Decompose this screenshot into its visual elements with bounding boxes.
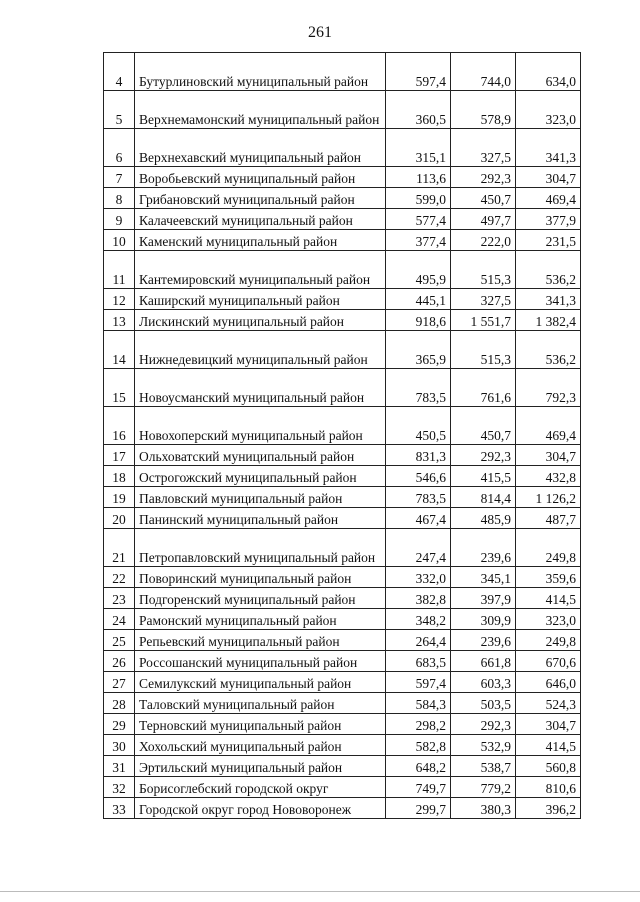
value-col-1: 599,0 <box>386 188 451 209</box>
value-col-1: 582,8 <box>386 735 451 756</box>
value-col-3: 341,3 <box>516 289 581 310</box>
value-col-2: 761,6 <box>451 369 516 407</box>
value-col-1: 382,8 <box>386 588 451 609</box>
row-number: 28 <box>104 693 135 714</box>
row-number: 21 <box>104 529 135 567</box>
page-number: 261 <box>308 24 332 41</box>
value-col-2: 397,9 <box>451 588 516 609</box>
value-col-3: 414,5 <box>516 588 581 609</box>
district-name: Панинский муниципальный район <box>135 508 386 529</box>
value-col-3: 560,8 <box>516 756 581 777</box>
district-name: Калачеевский муниципальный район <box>135 209 386 230</box>
row-number: 20 <box>104 508 135 529</box>
value-col-1: 648,2 <box>386 756 451 777</box>
value-col-1: 298,2 <box>386 714 451 735</box>
district-name: Эртильский муниципальный район <box>135 756 386 777</box>
district-name: Таловский муниципальный район <box>135 693 386 714</box>
value-col-1: 584,3 <box>386 693 451 714</box>
row-number: 6 <box>104 129 135 167</box>
table-row <box>104 445 581 466</box>
value-col-2: 497,7 <box>451 209 516 230</box>
value-col-1: 247,4 <box>386 529 451 567</box>
row-number: 11 <box>104 251 135 289</box>
value-col-1: 783,5 <box>386 487 451 508</box>
data-table <box>103 52 581 819</box>
value-col-2: 292,3 <box>451 445 516 466</box>
value-col-2: 515,3 <box>451 251 516 289</box>
table-row <box>104 777 581 798</box>
value-col-1: 348,2 <box>386 609 451 630</box>
value-col-2: 327,5 <box>451 129 516 167</box>
table-row <box>104 53 581 91</box>
district-name: Подгоренский муниципальный район <box>135 588 386 609</box>
value-col-3: 414,5 <box>516 735 581 756</box>
value-col-3: 536,2 <box>516 331 581 369</box>
value-col-1: 577,4 <box>386 209 451 230</box>
row-number: 25 <box>104 630 135 651</box>
value-col-3: 323,0 <box>516 91 581 129</box>
value-col-2: 578,9 <box>451 91 516 129</box>
value-col-2: 661,8 <box>451 651 516 672</box>
value-col-1: 831,3 <box>386 445 451 466</box>
value-col-3: 1 126,2 <box>516 487 581 508</box>
value-col-3: 323,0 <box>516 609 581 630</box>
district-name: Грибановский муниципальный район <box>135 188 386 209</box>
value-col-2: 503,5 <box>451 693 516 714</box>
value-col-2: 450,7 <box>451 188 516 209</box>
table-row <box>104 289 581 310</box>
district-name: Борисоглебский городской округ <box>135 777 386 798</box>
table-row <box>104 756 581 777</box>
district-name: Новохоперский муниципальный район <box>135 407 386 445</box>
value-col-1: 546,6 <box>386 466 451 487</box>
row-number: 22 <box>104 567 135 588</box>
value-col-3: 359,6 <box>516 567 581 588</box>
value-col-3: 810,6 <box>516 777 581 798</box>
row-number: 29 <box>104 714 135 735</box>
value-col-1: 315,1 <box>386 129 451 167</box>
value-col-2: 415,5 <box>451 466 516 487</box>
value-col-2: 1 551,7 <box>451 310 516 331</box>
value-col-3: 432,8 <box>516 466 581 487</box>
value-col-1: 683,5 <box>386 651 451 672</box>
row-number: 18 <box>104 466 135 487</box>
value-col-3: 634,0 <box>516 53 581 91</box>
value-col-3: 249,8 <box>516 630 581 651</box>
row-number: 27 <box>104 672 135 693</box>
table-row <box>104 588 581 609</box>
table-row <box>104 714 581 735</box>
value-col-3: 524,3 <box>516 693 581 714</box>
table-row <box>104 466 581 487</box>
value-col-2: 239,6 <box>451 630 516 651</box>
table-row <box>104 369 581 407</box>
district-name: Лискинский муниципальный район <box>135 310 386 331</box>
district-name: Павловский муниципальный район <box>135 487 386 508</box>
value-col-1: 749,7 <box>386 777 451 798</box>
row-number: 32 <box>104 777 135 798</box>
table-body <box>104 53 581 819</box>
row-number: 14 <box>104 331 135 369</box>
district-name: Новоусманский муниципальный район <box>135 369 386 407</box>
row-number: 31 <box>104 756 135 777</box>
value-col-2: 380,3 <box>451 798 516 819</box>
district-name: Верхнехавский муниципальный район <box>135 129 386 167</box>
district-name: Россошанский муниципальный район <box>135 651 386 672</box>
value-col-2: 538,7 <box>451 756 516 777</box>
value-col-3: 670,6 <box>516 651 581 672</box>
district-name: Ольховатский муниципальный район <box>135 445 386 466</box>
row-number: 10 <box>104 230 135 251</box>
value-col-2: 345,1 <box>451 567 516 588</box>
value-col-1: 299,7 <box>386 798 451 819</box>
row-number: 9 <box>104 209 135 230</box>
district-name: Городской округ город Нововоронеж <box>135 798 386 819</box>
value-col-3: 231,5 <box>516 230 581 251</box>
value-col-2: 779,2 <box>451 777 516 798</box>
table-row <box>104 798 581 819</box>
row-number: 26 <box>104 651 135 672</box>
value-col-1: 918,6 <box>386 310 451 331</box>
value-col-2: 450,7 <box>451 407 516 445</box>
district-name: Репьевский муниципальный район <box>135 630 386 651</box>
table-row <box>104 651 581 672</box>
value-col-1: 597,4 <box>386 672 451 693</box>
value-col-2: 744,0 <box>451 53 516 91</box>
value-col-3: 304,7 <box>516 714 581 735</box>
table-row <box>104 487 581 508</box>
table-row <box>104 630 581 651</box>
value-col-1: 467,4 <box>386 508 451 529</box>
district-name: Поворинский муниципальный район <box>135 567 386 588</box>
district-name: Каширский муниципальный район <box>135 289 386 310</box>
table-row <box>104 567 581 588</box>
table-row <box>104 693 581 714</box>
value-col-1: 360,5 <box>386 91 451 129</box>
value-col-1: 597,4 <box>386 53 451 91</box>
value-col-1: 377,4 <box>386 230 451 251</box>
row-number: 12 <box>104 289 135 310</box>
row-number: 17 <box>104 445 135 466</box>
district-name: Верхнемамонский муниципальный район <box>135 91 386 129</box>
row-number: 7 <box>104 167 135 188</box>
district-name: Рамонский муниципальный район <box>135 609 386 630</box>
value-col-3: 396,2 <box>516 798 581 819</box>
value-col-2: 309,9 <box>451 609 516 630</box>
table-row <box>104 188 581 209</box>
page-bottom-rule <box>0 891 640 892</box>
value-col-1: 450,5 <box>386 407 451 445</box>
table-row <box>104 508 581 529</box>
district-name: Семилукский муниципальный район <box>135 672 386 693</box>
district-name: Кантемировский муниципальный район <box>135 251 386 289</box>
table-row <box>104 230 581 251</box>
table-row <box>104 529 581 567</box>
value-col-3: 1 382,4 <box>516 310 581 331</box>
value-col-2: 603,3 <box>451 672 516 693</box>
value-col-2: 327,5 <box>451 289 516 310</box>
table-row <box>104 91 581 129</box>
value-col-1: 783,5 <box>386 369 451 407</box>
table-row <box>104 129 581 167</box>
district-name: Петропавловский муниципальный район <box>135 529 386 567</box>
district-name: Нижнедевицкий муниципальный район <box>135 331 386 369</box>
table-row <box>104 167 581 188</box>
table-row <box>104 251 581 289</box>
table-row <box>104 407 581 445</box>
row-number: 19 <box>104 487 135 508</box>
table-row <box>104 331 581 369</box>
table-row <box>104 209 581 230</box>
value-col-2: 532,9 <box>451 735 516 756</box>
row-number: 13 <box>104 310 135 331</box>
district-name: Каменский муниципальный район <box>135 230 386 251</box>
district-name: Бутурлиновский муниципальный район <box>135 53 386 91</box>
value-col-1: 332,0 <box>386 567 451 588</box>
value-col-1: 113,6 <box>386 167 451 188</box>
value-col-2: 222,0 <box>451 230 516 251</box>
district-name: Хохольский муниципальный район <box>135 735 386 756</box>
district-name: Терновский муниципальный район <box>135 714 386 735</box>
row-number: 24 <box>104 609 135 630</box>
value-col-1: 264,4 <box>386 630 451 651</box>
value-col-2: 485,9 <box>451 508 516 529</box>
value-col-3: 469,4 <box>516 407 581 445</box>
district-name: Острогожский муниципальный район <box>135 466 386 487</box>
table-row <box>104 609 581 630</box>
value-col-2: 814,4 <box>451 487 516 508</box>
table-row <box>104 672 581 693</box>
district-name: Воробьевский муниципальный район <box>135 167 386 188</box>
value-col-3: 792,3 <box>516 369 581 407</box>
value-col-3: 487,7 <box>516 508 581 529</box>
row-number: 5 <box>104 91 135 129</box>
row-number: 16 <box>104 407 135 445</box>
value-col-2: 515,3 <box>451 331 516 369</box>
row-number: 30 <box>104 735 135 756</box>
value-col-3: 304,7 <box>516 445 581 466</box>
value-col-1: 445,1 <box>386 289 451 310</box>
row-number: 23 <box>104 588 135 609</box>
value-col-3: 536,2 <box>516 251 581 289</box>
row-number: 8 <box>104 188 135 209</box>
value-col-3: 646,0 <box>516 672 581 693</box>
table-row <box>104 735 581 756</box>
value-col-2: 292,3 <box>451 714 516 735</box>
row-number: 15 <box>104 369 135 407</box>
value-col-1: 365,9 <box>386 331 451 369</box>
row-number: 4 <box>104 53 135 91</box>
value-col-1: 495,9 <box>386 251 451 289</box>
row-number: 33 <box>104 798 135 819</box>
table-row <box>104 310 581 331</box>
value-col-3: 377,9 <box>516 209 581 230</box>
value-col-3: 249,8 <box>516 529 581 567</box>
value-col-2: 239,6 <box>451 529 516 567</box>
value-col-3: 304,7 <box>516 167 581 188</box>
value-col-3: 341,3 <box>516 129 581 167</box>
value-col-2: 292,3 <box>451 167 516 188</box>
value-col-3: 469,4 <box>516 188 581 209</box>
